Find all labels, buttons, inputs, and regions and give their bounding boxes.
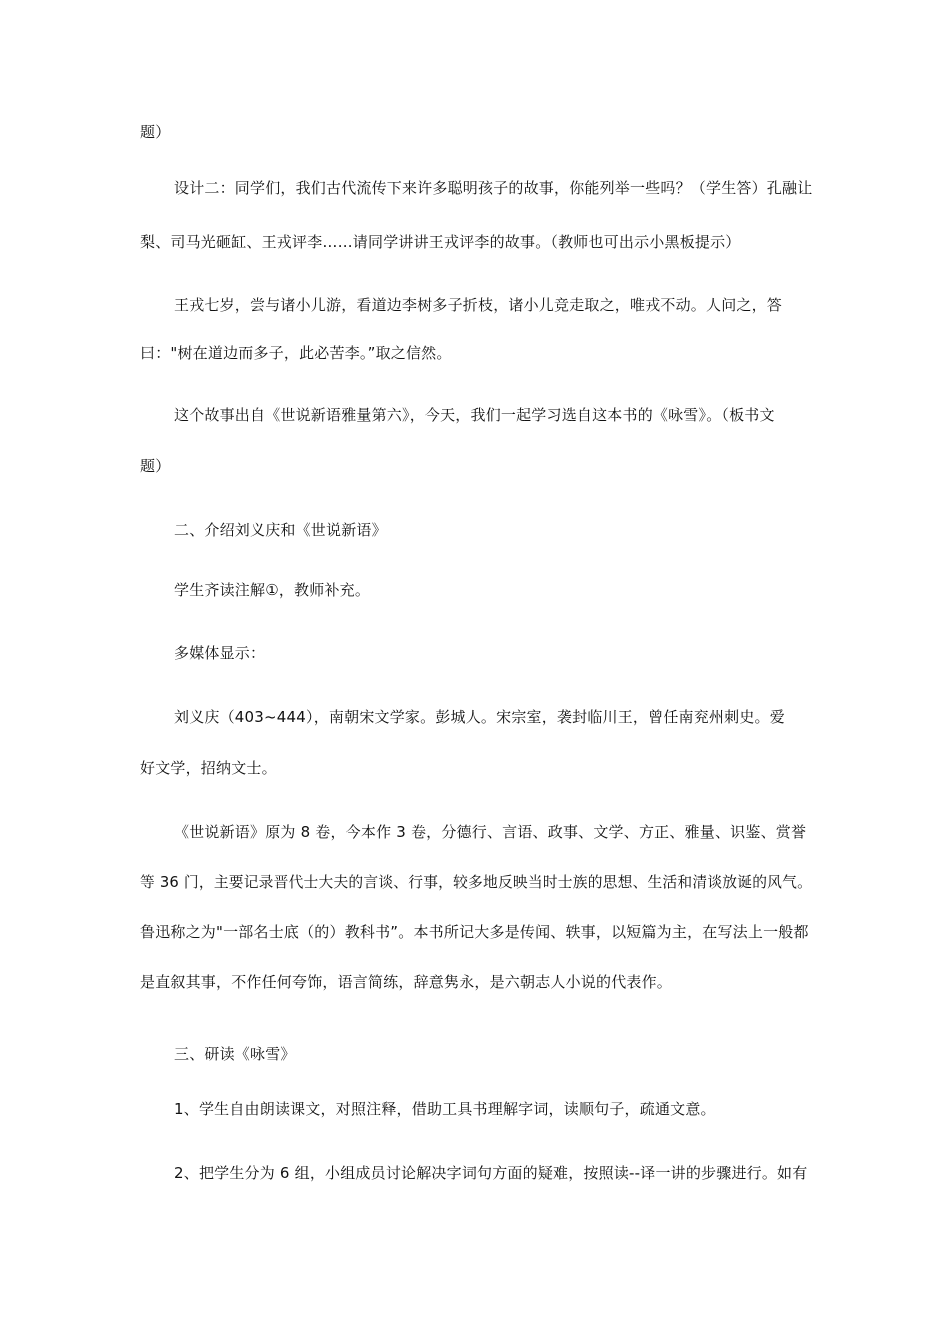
text-line: 学生齐读注解①，教师补充。 bbox=[174, 581, 371, 599]
text-line: 多媒体显示： bbox=[174, 644, 266, 662]
text-line: 题） bbox=[140, 457, 171, 475]
text-line: 题） bbox=[140, 123, 171, 141]
text-line: 设计二：同学们，我们古代流传下来许多聪明孩子的故事，你能列举一些吗？（学生答）孔融让 bbox=[174, 179, 813, 197]
text-line: 这个故事出自《世说新语雅量第六》，今天，我们一起学习选自这本书的《咏雪》。（板书文 bbox=[174, 406, 775, 424]
text-line: 好文学，招纳文士。 bbox=[140, 759, 277, 777]
text-line: 王戎七岁，尝与诸小儿游，看道边李树多子折枝，诸小儿竞走取之，唯戎不动。人问之，答 bbox=[174, 296, 783, 314]
text-line: 是直叙其事，不作任何夸饰，语言简练，辞意隽永，是六朝志人小说的代表作。 bbox=[140, 973, 673, 991]
text-line: 《世说新语》原为 8 卷，今本作 3 卷，分德行、言语、政事、文学、方正、雅量、识鉴、赏誉 bbox=[174, 823, 807, 841]
text-line: 鲁迅称之为"一部名士底（的）教科书”。本书所记大多是传闻、轶事，以短篇为主，在写法上一般都 bbox=[140, 923, 809, 941]
text-line: 曰："树在道边而多子，此必苦李。”取之信然。 bbox=[140, 344, 452, 362]
text-line: 2、把学生分为 6 组，小组成员讨论解决字词句方面的疑难，按照读--译一讲的步骤进行。如有 bbox=[174, 1164, 808, 1182]
section-heading: 二、介绍刘义庆和《世说新语》 bbox=[174, 521, 387, 539]
text-line: 等 36 门，主要记录晋代士大夫的言谈、行事，较多地反映当时士族的思想、生活和清谈放诞的风气。 bbox=[140, 873, 813, 891]
section-heading: 三、研读《咏雪》 bbox=[174, 1045, 296, 1063]
text-line: 刘义庆（403~444），南朝宋文学家。彭城人。宋宗室，袭封临川王，曾任南兖州刺史。爱 bbox=[174, 708, 785, 726]
text-line: 梨、司马光砸缸、王戎评李……请同学讲讲王戎评李的故事。（教师也可出示小黑板提示） bbox=[140, 233, 741, 251]
text-line: 1、学生自由朗读课文，对照注释，借助工具书理解字词，读顺句子，疏通文意。 bbox=[174, 1100, 716, 1118]
